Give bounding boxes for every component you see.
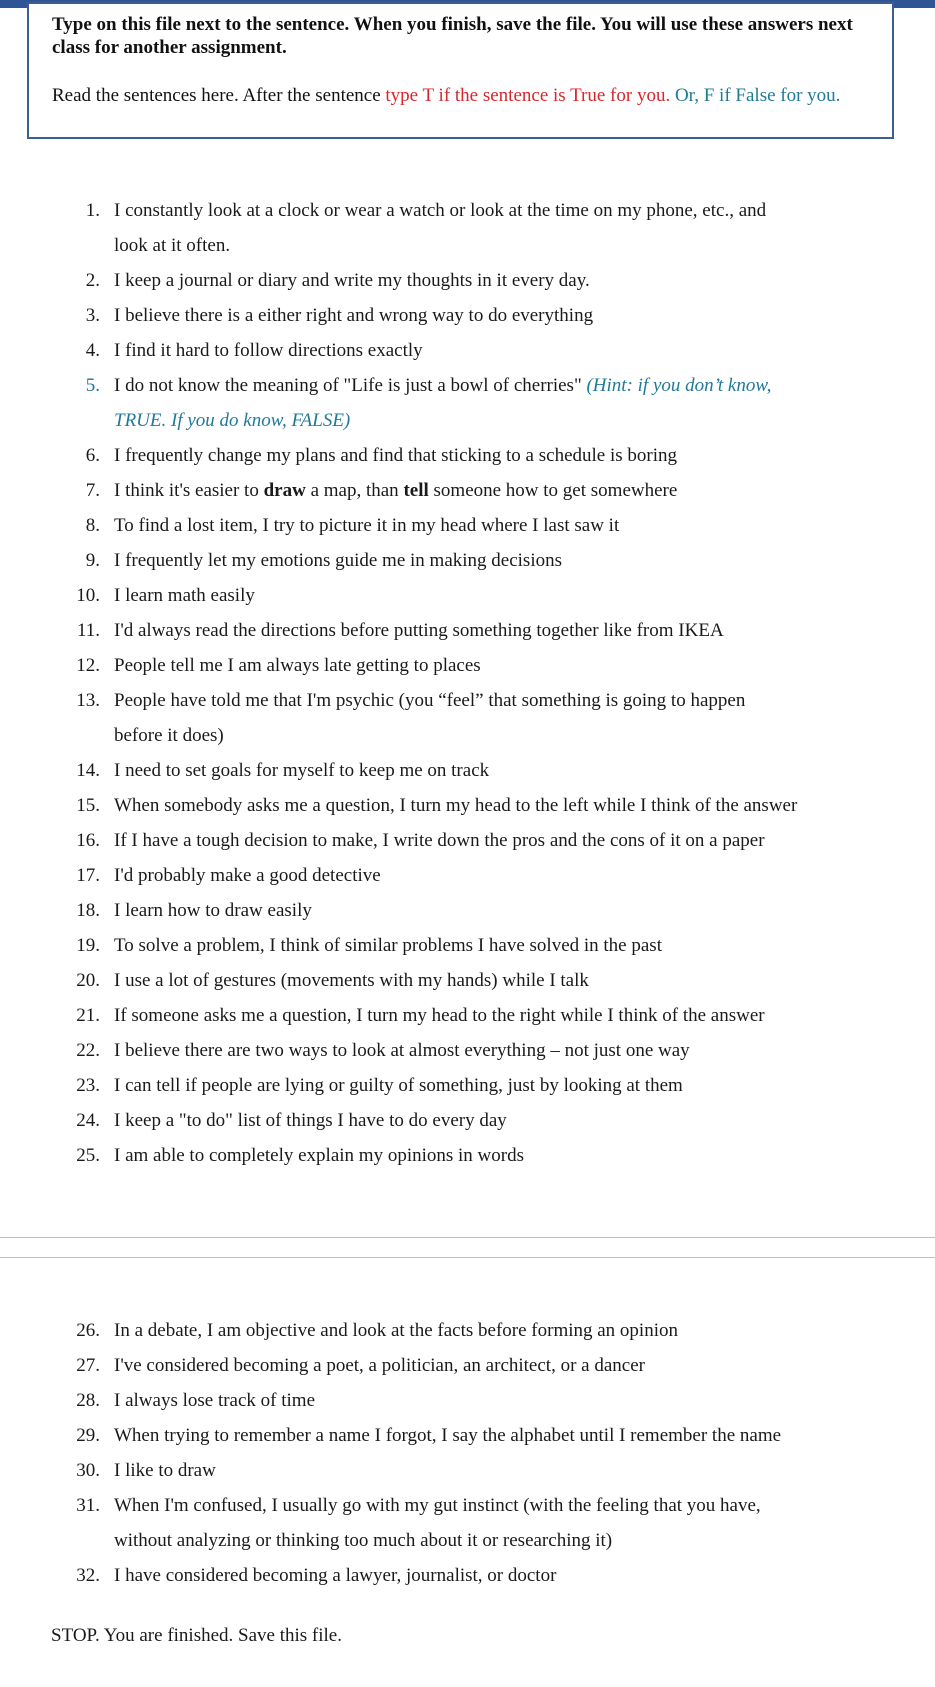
question-item (0, 858, 935, 893)
question-item (0, 1383, 935, 1418)
question-item (0, 1033, 935, 1068)
question-text[interactable] (114, 368, 914, 403)
question-item (0, 998, 935, 1033)
question-text[interactable]: I find it hard to follow directions exactly (114, 340, 423, 361)
question-text-mid: a map, than (305, 480, 404, 501)
instructions-false-text: Or, F if False for you. (670, 85, 841, 106)
question-number: 18. (76, 900, 100, 921)
question-text-continued[interactable]: before it does) (114, 725, 224, 746)
question-item (0, 1138, 935, 1173)
question-item (0, 263, 935, 298)
question-number: 26. (76, 1320, 100, 1341)
question-text[interactable]: When I'm confused, I usually go with my gut instinct (with the feeling that you have, (114, 1495, 761, 1516)
question-text[interactable]: I'd probably make a good detective (114, 865, 381, 886)
question-number: 12. (76, 655, 100, 676)
question-text[interactable]: If I have a tough decision to make, I write down the pros and the cons of it on a paper (114, 830, 765, 851)
question-text[interactable]: I believe there is a either right and wrong way to do everything (114, 305, 594, 326)
question-number: 11. (76, 620, 100, 641)
question-number: 13. (76, 690, 100, 711)
question-text[interactable]: I frequently change my plans and find that sticking to a schedule is boring (114, 445, 677, 466)
question-text[interactable]: I've considered becoming a poet, a politician, an architect, or a dancer (114, 1355, 645, 1376)
question-text[interactable]: To solve a problem, I think of similar problems I have solved in the past (114, 935, 662, 956)
question-number: 22. (76, 1040, 100, 1061)
question-item (0, 1418, 935, 1453)
question-text[interactable]: I keep a journal or diary and write my thoughts in it every day. (114, 270, 590, 291)
question-text[interactable]: I need to set goals for myself to keep me on track (114, 760, 490, 781)
question-number: 25. (76, 1145, 100, 1166)
question-text[interactable]: People have told me that I'm psychic (you “feel” that something is going to happen (114, 690, 746, 711)
question-number: 29. (76, 1425, 100, 1446)
question-number: 32. (76, 1565, 100, 1586)
question-item (0, 788, 935, 823)
question-text[interactable]: To find a lost item, I try to picture it in my head where I last saw it (114, 515, 620, 536)
question-number: 5. (85, 375, 100, 396)
stop-message: STOP. You are finished. Save this file. (51, 1625, 342, 1646)
question-text[interactable]: I like to draw (114, 1460, 216, 1481)
question-text[interactable]: People tell me I am always late getting to places (114, 655, 481, 676)
bold-word-draw: draw (263, 480, 306, 501)
question-item (0, 368, 935, 438)
question-number: 15. (76, 795, 100, 816)
question-number: 27. (76, 1355, 100, 1376)
question-number: 1. (85, 200, 100, 221)
instructions-box (27, 2, 894, 139)
question-text-continued[interactable]: look at it often. (114, 235, 231, 256)
question-number: 24. (76, 1110, 100, 1131)
question-item (0, 1068, 935, 1103)
question-text[interactable]: If someone asks me a question, I turn my head to the right while I think of the answer (114, 1005, 765, 1026)
question-number: 31. (76, 1495, 100, 1516)
question-text[interactable]: I'd always read the directions before putting something together like from IKEA (114, 620, 724, 641)
question-item (0, 1103, 935, 1138)
question-text-continued[interactable]: without analyzing or thinking too much about it or researching it) (114, 1530, 613, 1551)
question-number: 23. (76, 1075, 100, 1096)
question-item (0, 963, 935, 998)
question-number: 30. (76, 1460, 100, 1481)
question-number: 19. (76, 935, 100, 956)
question-number: 4. (85, 340, 100, 361)
question-text[interactable]: I believe there are two ways to look at almost everything – not just one way (114, 1040, 690, 1061)
question-text[interactable]: I always lose track of time (114, 1390, 316, 1411)
question-item (0, 683, 935, 753)
question-number: 21. (76, 1005, 100, 1026)
question-text[interactable]: When somebody asks me a question, I turn my head to the left while I think of the answer (114, 795, 798, 816)
page-break-line (0, 1237, 935, 1238)
question-text[interactable]: I learn how to draw easily (114, 900, 312, 921)
question-item (0, 823, 935, 858)
page-break-line (0, 1257, 935, 1258)
question-item (0, 1348, 935, 1383)
question-text[interactable]: I learn math easily (114, 585, 255, 606)
question-number: 9. (85, 550, 100, 571)
question-text[interactable]: I constantly look at a clock or wear a watch or look at the time on my phone, etc., and (114, 200, 767, 221)
question-item (0, 333, 935, 368)
question-text[interactable]: In a debate, I am objective and look at the facts before forming an opinion (114, 1320, 678, 1341)
question-text[interactable]: I have considered becoming a lawyer, journalist, or doctor (114, 1565, 557, 1586)
question-text[interactable]: I am able to completely explain my opinions in words (114, 1145, 525, 1166)
question-text-main: I do not know the meaning of "Life is just a bowl of cherries" (114, 375, 587, 396)
question-number: 14. (76, 760, 100, 781)
question-list-page-1 (0, 193, 935, 1173)
question-item (0, 1488, 935, 1558)
question-text[interactable]: I keep a "to do" list of things I have to do every day (114, 1110, 507, 1131)
question-item (0, 1453, 935, 1488)
question-text[interactable] (114, 473, 914, 508)
question-item (0, 928, 935, 963)
hint-text: (Hint: if you don’t know, (586, 375, 772, 396)
question-text-pre: I think it's easier to (114, 480, 264, 501)
instructions-bold: Type on this file next to the sentence. When you finish, save the file. You will use these answers next class for another assignment. (52, 14, 853, 58)
question-number: 6. (85, 445, 100, 466)
question-item (0, 193, 935, 263)
question-item (0, 438, 935, 473)
question-item (0, 543, 935, 578)
question-text-post: someone how to get somewhere (428, 480, 678, 501)
question-item (0, 893, 935, 928)
instructions-true-text: type T if the sentence is True for you. (385, 85, 671, 106)
question-item (0, 508, 935, 543)
question-text[interactable]: When trying to remember a name I forgot, I say the alphabet until I remember the name (114, 1425, 782, 1446)
question-number: 20. (76, 970, 100, 991)
question-item (0, 613, 935, 648)
instructions-read-prefix: Read the sentences here. After the sentence (52, 85, 386, 106)
question-number: 28. (76, 1390, 100, 1411)
question-list-page-2 (0, 1313, 935, 1593)
question-number: 17. (76, 865, 100, 886)
question-item (0, 578, 935, 613)
question-text[interactable]: I frequently let my emotions guide me in making decisions (114, 550, 562, 571)
question-item (0, 298, 935, 333)
question-item (0, 648, 935, 683)
instructions-read (52, 84, 872, 107)
hint-text-continued[interactable]: TRUE. If you do know, FALSE) (114, 410, 351, 431)
question-number: 7. (85, 480, 100, 501)
question-item (0, 753, 935, 788)
bold-word-tell: tell (403, 480, 429, 501)
question-number: 2. (85, 270, 100, 291)
question-number: 3. (85, 305, 100, 326)
question-item (0, 1558, 935, 1593)
question-text[interactable]: I can tell if people are lying or guilty of something, just by looking at them (114, 1075, 683, 1096)
question-item (0, 473, 935, 508)
question-item (0, 1313, 935, 1348)
question-number: 10. (76, 585, 100, 606)
question-number: 16. (76, 830, 100, 851)
question-text[interactable]: I use a lot of gestures (movements with my hands) while I talk (114, 970, 589, 991)
question-number: 8. (85, 515, 100, 536)
